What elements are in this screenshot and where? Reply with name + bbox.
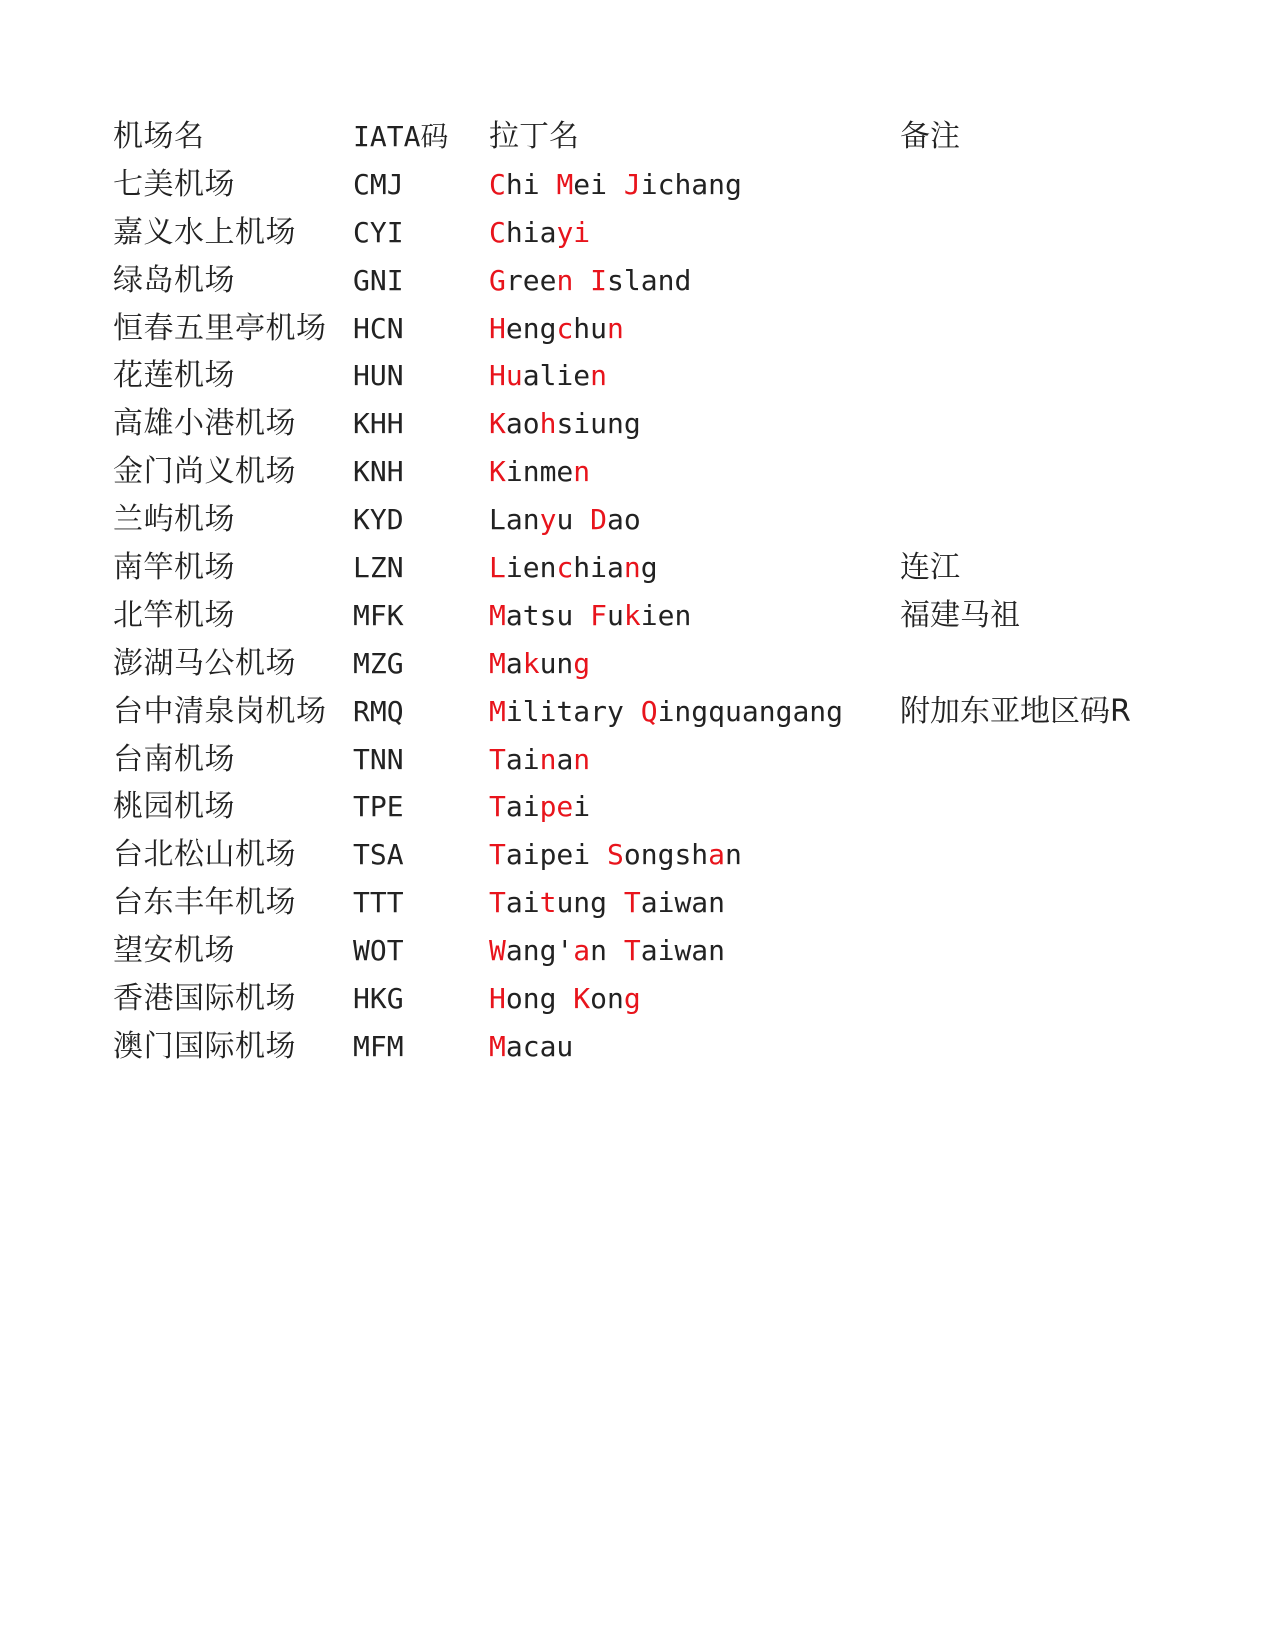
- table-row: [113, 448, 1173, 496]
- table-body: [113, 161, 1173, 1071]
- latin-segment: siung: [556, 407, 641, 441]
- latin-highlight-segment: T: [489, 886, 506, 920]
- latin-segment: sland: [607, 263, 692, 297]
- latin-highlight-segment: K: [573, 982, 591, 1016]
- iata-code-cell: TPE: [353, 790, 404, 824]
- latin-segment: i: [573, 790, 591, 824]
- latin-segment: Lan: [489, 503, 540, 537]
- latin-name-cell: [489, 927, 900, 975]
- latin-highlight-segment: T: [489, 838, 506, 872]
- iata-code-cell: HKG: [353, 982, 404, 1016]
- latin-name-cell: [489, 783, 900, 831]
- latin-highlight-segment: u: [505, 359, 523, 393]
- latin-highlight-segment: g: [623, 982, 641, 1016]
- airport-name-cell: 香港国际机场: [113, 981, 296, 1017]
- latin-segment: acau: [505, 1029, 574, 1063]
- latin-highlight-segment: K: [489, 455, 506, 489]
- airport-name-cell: 南竿机场: [113, 550, 235, 586]
- latin-highlight-segment: n: [573, 455, 591, 489]
- table-row: [113, 544, 1173, 592]
- latin-highlight-segment: I: [590, 263, 608, 297]
- iata-code-cell: GNI: [353, 263, 404, 297]
- latin-highlight-segment: H: [489, 982, 506, 1016]
- latin-highlight-segment: Q: [640, 694, 658, 728]
- table-row: [113, 736, 1173, 784]
- iata-code-cell: CYI: [353, 215, 404, 249]
- latin-name-cell: [489, 879, 900, 927]
- latin-segment: on: [590, 982, 624, 1016]
- latin-segment: n: [725, 838, 742, 872]
- latin-highlight-segment: M: [489, 646, 506, 680]
- iata-code-cell: CMJ: [353, 167, 404, 201]
- latin-highlight-segment: C: [489, 215, 506, 249]
- airport-name-cell: 七美机场: [113, 166, 235, 202]
- iata-code-cell: HCN: [353, 311, 404, 345]
- latin-highlight-segment: a: [573, 934, 591, 968]
- latin-segment: ao: [505, 407, 540, 441]
- latin-segment: eng: [505, 311, 557, 345]
- table-row: [113, 352, 1173, 400]
- latin-segment: [573, 264, 590, 297]
- latin-highlight-segment: i: [573, 215, 591, 249]
- airport-name-cell: 桃园机场: [113, 789, 235, 825]
- latin-segment: ai: [505, 742, 540, 776]
- header-iata-code: IATA码: [353, 120, 449, 153]
- latin-segment: ichang: [640, 167, 742, 201]
- latin-segment: atsu: [505, 598, 591, 632]
- latin-highlight-segment: n: [623, 551, 641, 585]
- latin-highlight-segment: M: [489, 694, 506, 728]
- iata-code-cell: MFK: [353, 598, 404, 632]
- latin-segment: aipei: [505, 838, 608, 872]
- latin-highlight-segment: L: [489, 551, 506, 585]
- airport-name-cell: 兰屿机场: [113, 502, 235, 538]
- latin-highlight-segment: K: [489, 407, 506, 441]
- airport-name-cell: 澎湖马公机场: [113, 645, 296, 681]
- latin-highlight-segment: H: [489, 359, 506, 393]
- latin-segment: inme: [505, 455, 574, 489]
- latin-name-cell: [489, 831, 900, 879]
- header-latin-name: 拉丁名: [489, 119, 579, 154]
- airport-name-cell: 望安机场: [113, 933, 235, 969]
- latin-segment: ai: [505, 790, 540, 824]
- iata-code-cell: HUN: [353, 359, 404, 393]
- table-row: [113, 640, 1173, 688]
- latin-highlight-segment: h: [539, 407, 557, 441]
- latin-highlight-segment: a: [708, 838, 726, 872]
- latin-highlight-segment: T: [623, 934, 641, 968]
- latin-segment: ung: [556, 886, 624, 920]
- latin-name-cell: [489, 688, 900, 736]
- airport-name-cell: 北竿机场: [113, 597, 235, 633]
- latin-highlight-segment: C: [489, 167, 506, 201]
- iata-code-cell: KHH: [353, 407, 404, 441]
- latin-name-cell: [489, 496, 900, 544]
- latin-highlight-segment: W: [489, 934, 506, 968]
- latin-highlight-segment: T: [489, 742, 506, 776]
- latin-name-cell: [489, 448, 900, 496]
- airport-name-cell: 高雄小港机场: [113, 406, 296, 442]
- latin-highlight-segment: pe: [539, 790, 574, 824]
- table-row: [113, 1023, 1173, 1071]
- latin-highlight-segment: T: [489, 790, 506, 824]
- table-row: [113, 161, 1173, 209]
- note-cell: 连江: [900, 550, 960, 586]
- latin-highlight-segment: M: [489, 1029, 506, 1063]
- latin-highlight-segment: G: [489, 263, 506, 297]
- latin-segment: ree: [505, 263, 557, 297]
- table-row: [113, 257, 1173, 305]
- table-row: [113, 831, 1173, 879]
- iata-code-cell: KNH: [353, 455, 404, 489]
- table-row: [113, 400, 1173, 448]
- latin-highlight-segment: n: [556, 263, 574, 297]
- latin-segment: hi: [505, 167, 557, 201]
- latin-name-cell: [489, 640, 900, 688]
- latin-name-cell: [489, 975, 900, 1023]
- table-row: [113, 496, 1173, 544]
- iata-code-cell: TNN: [353, 742, 404, 776]
- latin-highlight-segment: T: [623, 886, 641, 920]
- iata-code-cell: LZN: [353, 551, 404, 585]
- latin-highlight-segment: J: [623, 167, 641, 201]
- latin-segment: ien: [640, 598, 692, 632]
- airport-name-cell: 澳门国际机场: [113, 1028, 296, 1064]
- latin-highlight-segment: n: [573, 742, 591, 776]
- table-row: [113, 879, 1173, 927]
- latin-segment: alie: [522, 359, 591, 393]
- latin-highlight-segment: c: [556, 551, 574, 585]
- latin-name-cell: [489, 161, 900, 209]
- table-row: [113, 975, 1173, 1023]
- latin-name-cell: [489, 209, 900, 257]
- table-row: [113, 305, 1173, 353]
- airport-name-cell: 花莲机场: [113, 358, 235, 394]
- latin-highlight-segment: t: [539, 886, 557, 920]
- table-row: [113, 783, 1173, 831]
- iata-code-cell: TTT: [353, 886, 404, 920]
- latin-name-cell: [489, 257, 900, 305]
- airport-name-cell: 恒春五里亭机场: [113, 310, 327, 346]
- iata-code-cell: MFM: [353, 1029, 404, 1063]
- latin-segment: hia: [573, 551, 624, 585]
- latin-segment: ien: [505, 551, 557, 585]
- iata-code-cell: KYD: [353, 503, 404, 537]
- latin-highlight-segment: M: [556, 167, 574, 201]
- latin-segment: ong: [505, 982, 574, 1016]
- latin-highlight-segment: y: [539, 503, 557, 537]
- airport-name-cell: 台中清泉岗机场: [113, 693, 327, 729]
- latin-segment: n: [590, 934, 624, 968]
- airport-name-cell: 绿岛机场: [113, 262, 235, 298]
- latin-segment: ang': [505, 934, 574, 968]
- note-cell: 附加东亚地区码R: [900, 693, 1131, 729]
- latin-segment: aiwan: [640, 886, 726, 920]
- table-row: [113, 688, 1173, 736]
- airport-name-cell: 台北松山机场: [113, 837, 296, 873]
- latin-segment: a: [505, 646, 523, 680]
- latin-highlight-segment: D: [590, 503, 608, 537]
- iata-code-cell: WOT: [353, 934, 404, 968]
- latin-name-cell: [489, 305, 900, 353]
- airport-name-cell: 台南机场: [113, 741, 235, 777]
- latin-name-cell: [489, 352, 900, 400]
- latin-segment: ilitary: [505, 694, 641, 728]
- latin-segment: aiwan: [640, 934, 726, 968]
- latin-highlight-segment: c: [556, 311, 574, 345]
- latin-highlight-segment: n: [607, 311, 624, 345]
- latin-highlight-segment: g: [573, 646, 591, 680]
- latin-highlight-segment: H: [489, 311, 506, 345]
- airport-code-table: [113, 113, 1173, 1071]
- table-header-row: [113, 113, 1173, 161]
- header-airport-name: 机场名: [113, 119, 205, 154]
- table-row: [113, 209, 1173, 257]
- latin-name-cell: [489, 1023, 900, 1071]
- latin-highlight-segment: k: [623, 598, 641, 632]
- latin-highlight-segment: S: [607, 838, 624, 872]
- header-note: 备注: [900, 119, 960, 154]
- table-row: [113, 927, 1173, 975]
- iata-code-cell: TSA: [353, 838, 404, 872]
- latin-segment: g: [640, 551, 658, 585]
- latin-highlight-segment: F: [590, 598, 608, 632]
- latin-segment: ongsh: [623, 838, 709, 872]
- latin-segment: ai: [505, 886, 540, 920]
- latin-segment: u: [607, 598, 624, 632]
- latin-segment: hu: [573, 311, 608, 345]
- latin-highlight-segment: y: [556, 215, 574, 249]
- latin-name-cell: [489, 544, 900, 592]
- iata-code-cell: MZG: [353, 646, 404, 680]
- latin-segment: hia: [505, 215, 557, 249]
- iata-code-cell: RMQ: [353, 694, 404, 728]
- airport-name-cell: 嘉义水上机场: [113, 214, 296, 250]
- airport-name-cell: 台东丰年机场: [113, 885, 296, 921]
- latin-segment: ingquangang: [657, 694, 844, 728]
- latin-name-cell: [489, 400, 900, 448]
- latin-name-cell: [489, 592, 900, 640]
- note-cell: 福建马祖: [900, 597, 1020, 633]
- table-row: [113, 592, 1173, 640]
- latin-name-cell: [489, 736, 900, 784]
- latin-highlight-segment: n: [590, 359, 608, 393]
- latin-segment: ao: [607, 503, 641, 537]
- latin-highlight-segment: M: [489, 598, 506, 632]
- latin-segment: un: [539, 646, 574, 680]
- latin-segment: u: [556, 503, 591, 537]
- latin-highlight-segment: k: [522, 646, 540, 680]
- latin-segment: ei: [573, 167, 624, 201]
- airport-name-cell: 金门尚义机场: [113, 454, 296, 490]
- latin-highlight-segment: n: [539, 742, 557, 776]
- latin-segment: a: [556, 742, 574, 776]
